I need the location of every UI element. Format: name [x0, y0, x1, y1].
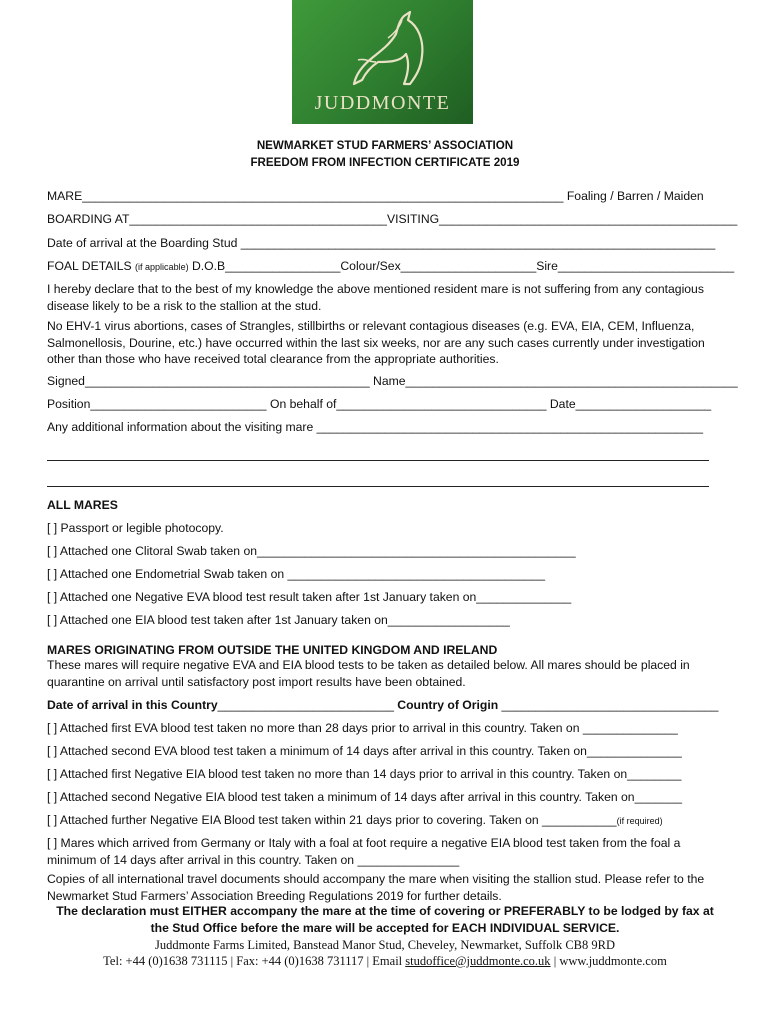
footer-phone-fax: Tel: +44 (0)1638 731115 | Fax: +44 (0)1638 731117 | Email	[103, 954, 406, 968]
checkbox-eva-test[interactable]: [ ] Attached one Negative EVA blood test result taken after 1st January taken on______________	[47, 590, 572, 604]
foal-applicable-note: (if applicable)	[135, 262, 189, 272]
email-link[interactable]: studoffice@juddmonte.co.uk	[405, 954, 551, 968]
juddmonte-logo	[292, 0, 473, 124]
declaration-notice: The declaration must EITHER accompany the mare at the time of covering or PREFERABLY to be lodged by fax at the Stud Office before the mare will be accepted for EACH INDIVIDUAL SERVICE.	[56, 904, 714, 935]
checkbox-endometrial-swab[interactable]: [ ] Attached one Endometrial Swab taken on ______________________________________	[47, 567, 546, 581]
outside-uk-heading: MARES ORIGINATING FROM OUTSIDE THE UNITED KINGDOM AND IRELAND	[47, 643, 498, 657]
checkbox-passport[interactable]: [ ] Passport or legible photocopy.	[47, 521, 224, 535]
arrival-boarding-field[interactable]: Date of arrival at the Boarding Stud ______________________________________________________________________	[47, 236, 716, 250]
declaration-text: I hereby declare that to the best of my knowledge the above mentioned resident mare is not suffering from any contagious disease likely to be a risk to the stallion at the stud.	[47, 282, 704, 313]
further-eia-text: [ ] Attached further Negative EIA Blood test taken within 21 days prior to covering. Taken on ___________	[47, 813, 617, 827]
copies-text: Copies of all international travel documents should accompany the mare when visiting the stallion stud. Please refer to the Newmarket Stud Farmers’ Association Breeding Regulations 2019 for further details.	[47, 872, 705, 903]
checkbox-clitoral-swab[interactable]: [ ] Attached one Clitoral Swab taken on_______________________________________________	[47, 544, 576, 558]
arrival-country-field[interactable]	[47, 698, 718, 712]
all-mares-heading: ALL MARES	[47, 498, 118, 512]
checkbox-eia-test[interactable]: [ ] Attached one EIA blood test taken after 1st January taken on__________________	[47, 613, 510, 627]
checkbox-first-eia[interactable]: [ ] Attached first Negative EIA blood test taken no more than 14 days prior to arrival in this country. Taken on________	[47, 767, 682, 781]
checkbox-second-eva[interactable]: [ ] Attached second EVA blood test taken a minimum of 14 days after arrival in this country. Taken on______________	[47, 744, 682, 758]
mare-field[interactable]: MARE_______________________________________________________________________ Foaling / Barren / Maiden	[47, 189, 704, 203]
footer-contact	[0, 954, 770, 969]
no-ehv-text: No EHV-1 virus abortions, cases of Strangles, stillbirths or relevant contagious diseases (e.g. EVA, EIA, CEM, Influenza, Salmonellosis, Dourine, etc.) have occurred within the last six weeks, nor are any such cases currently under investigation other than those who have received total clearance from the appropriate authorities.	[47, 319, 705, 367]
country-origin-blank: ________________________________	[498, 698, 719, 712]
foal-details-fields: D.O.B_________________Colour/Sex____________________Sire__________________________	[188, 259, 735, 273]
footer-website[interactable]: | www.juddmonte.com	[550, 954, 667, 968]
arrival-country-blank: __________________________	[217, 698, 398, 712]
additional-info-field[interactable]: Any additional information about the visiting mare _________________________________________________________	[47, 420, 703, 434]
signed-name-field[interactable]: Signed__________________________________________ Name_________________________________________________	[47, 374, 738, 388]
arrival-country-label: Date of arrival in this Country	[47, 698, 218, 712]
foal-details-label: FOAL DETAILS	[47, 259, 136, 273]
footer-address: Juddmonte Farms Limited, Banstead Manor Stud, Cheveley, Newmarket, Suffolk CB8 9RD	[154, 938, 616, 952]
title-line-2: FREEDOM FROM INFECTION CERTIFICATE 2019	[250, 156, 520, 169]
blank-line-2[interactable]	[47, 486, 709, 487]
logo-text: JUDDMONTE	[314, 92, 451, 114]
checkbox-further-eia[interactable]	[47, 813, 663, 827]
outside-uk-intro: These mares will require negative EVA and EIA blood tests to be taken as detailed below. All mares should be placed in quarantine on arrival until satisfactory post import results have been obtained.	[47, 658, 690, 689]
if-required-note: (if required)	[616, 816, 663, 826]
foal-details-field[interactable]	[47, 259, 734, 273]
checkbox-germany-italy[interactable]: [ ] Mares which arrived from Germany or Italy with a foal at foot require a negative EIA blood test taken from the foal a minimum of 14 days after arrival in this country. Taken on _______________	[47, 836, 681, 867]
position-behalf-date-field[interactable]: Position__________________________ On behalf of_______________________________ Date____________________	[47, 397, 712, 411]
blank-line-1[interactable]	[47, 460, 709, 461]
checkbox-first-eva[interactable]: [ ] Attached first EVA blood test taken no more than 28 days prior to arrival in this country. Taken on ______________	[47, 721, 678, 735]
country-origin-label: Country of Origin	[397, 698, 499, 712]
checkbox-second-eia[interactable]: [ ] Attached second Negative EIA blood test taken a minimum of 14 days after arrival in this country. Taken on_______	[47, 790, 683, 804]
title-line-1: NEWMARKET STUD FARMERS’ ASSOCIATION	[256, 139, 514, 152]
boarding-visiting-field[interactable]: BOARDING AT______________________________________VISITING____________________________________________	[47, 212, 738, 226]
